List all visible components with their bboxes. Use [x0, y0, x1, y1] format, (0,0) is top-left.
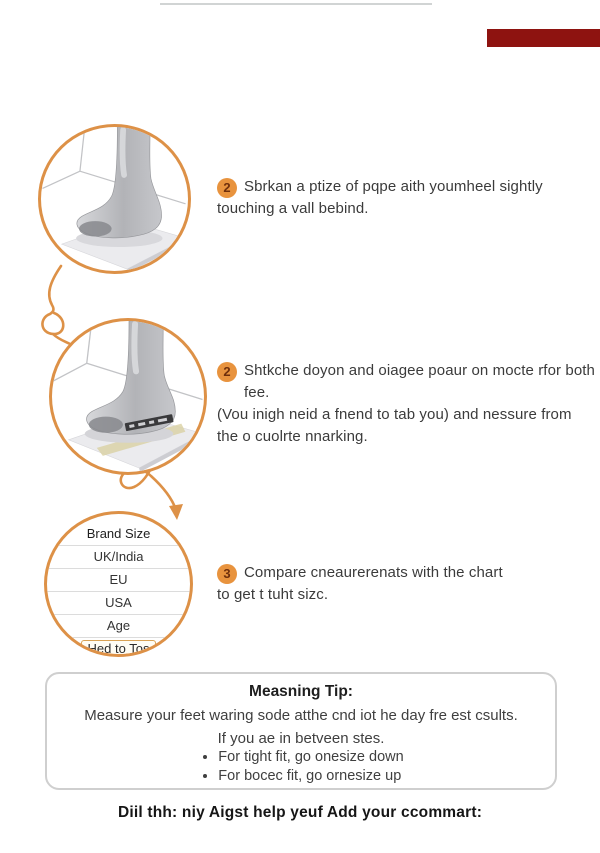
step-3-instruction	[217, 562, 562, 606]
step-2-line-1: Shtkche doyon and oiagee poaur on mocte rfor both fee.	[244, 362, 595, 401]
foot-on-paper-illustration	[41, 127, 188, 271]
size-chart-row-age: Age	[47, 615, 190, 638]
tip-line-1: Measure your feet waring sode atthe cnd iot he day fre est csults.	[84, 707, 518, 724]
measuring-tip-box	[45, 672, 557, 790]
tip-title: Measning Tip:	[249, 683, 353, 700]
step-2-instruction	[217, 360, 600, 448]
squiggle-circle1-to-circle2	[42, 266, 63, 334]
heel-to-toe-highlight: Hed to Tos	[81, 640, 157, 657]
foot-on-marked-paper-illustration	[52, 321, 204, 472]
step-2-line-2: (Vou inigh neid a fnend to tab you) and nessure from	[217, 406, 572, 423]
arrow-head-icon	[169, 504, 183, 520]
size-chart-row-eu: EU	[47, 569, 190, 592]
size-chart-row-brand-size: Brand Size	[47, 523, 190, 546]
size-chart-row-uk-india: UK/India	[47, 546, 190, 569]
illustration-circle-step2	[49, 318, 207, 475]
size-chart	[47, 514, 190, 657]
step-2-line-3: the o cuolrte nnarking.	[217, 428, 368, 445]
size-chart-row-usa: USA	[47, 592, 190, 615]
step-2-number-badge: 2	[217, 362, 237, 382]
shin-highlight	[123, 130, 125, 175]
step-1-line-1: Sbrkan a ptize of pqpe aith youmheel sightly	[244, 178, 543, 195]
toe-cap-shading	[79, 221, 112, 236]
leg-foot-shape	[77, 127, 162, 238]
step-1-number-badge: 2	[217, 178, 237, 198]
toe-cap-shading	[89, 417, 123, 433]
step-3-line-2: to get t tuht sizc.	[217, 586, 329, 603]
step-3-line-1: Compare cneaurerenats with the chart	[244, 564, 503, 581]
step-3-number-badge: 3	[217, 564, 237, 584]
step-1-line-2: touching a vall bebind.	[217, 200, 369, 217]
illustration-circle-step1	[38, 124, 191, 274]
tip-bullet-tight-fit: • For tight fit, go onesize down	[218, 748, 403, 767]
tip-bullet-list	[198, 748, 403, 786]
step-1-instruction	[217, 176, 562, 220]
shin-highlight	[134, 324, 136, 371]
tip-line-2: If you ae in betveen stes.	[217, 730, 385, 747]
feedback-prompt: Diil thh: niy Aigst help yeuf Add your ccommart:	[117, 804, 483, 821]
tip-bullet-loose-fit: • For bocec fit, go ornesize up	[218, 767, 403, 786]
size-chart-circle	[44, 511, 193, 657]
